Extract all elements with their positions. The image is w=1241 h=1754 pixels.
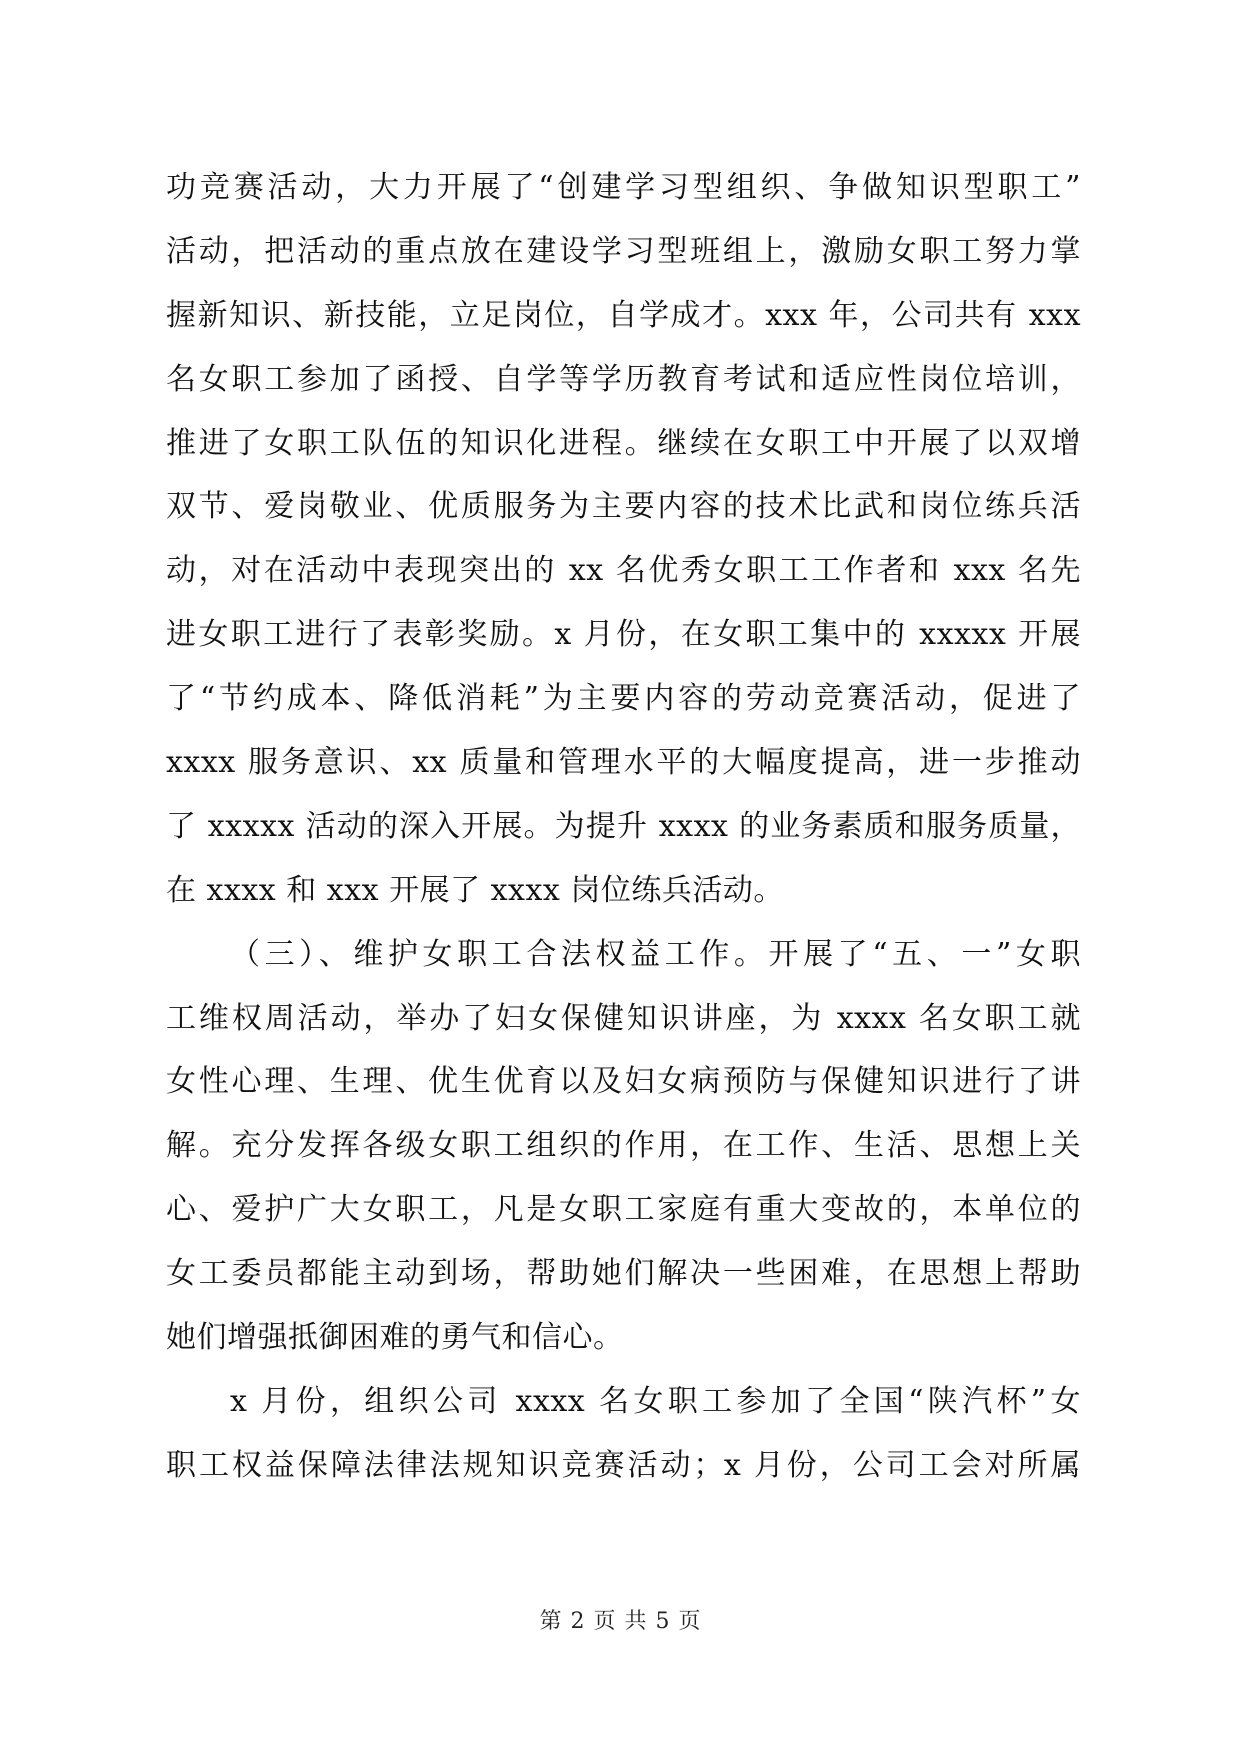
text-line: 心、爱护广大女职工，凡是女职工家庭有重大变故的，本单位的 — [166, 1192, 1081, 1228]
text-line: 工维权周活动，举办了妇女保健知识讲座，为 xxxx 名女职工就 — [166, 1000, 1081, 1036]
text-line: 握新知识、新技能，立足岗位，自学成才。xxx 年，公司共有 xxx — [166, 297, 1081, 333]
text-line: 活动，把活动的重点放在建设学习型班组上，激励女职工努力掌 — [166, 233, 1081, 269]
text-line: 进女职工进行了表彰奖励。x 月份，在女职工集中的 xxxxx 开展 — [166, 617, 1081, 653]
text-line: 功竞赛活动，大力开展了“创建学习型组织、争做知识型职工” — [166, 170, 1081, 205]
text-line: 她们增强抵御困难的勇气和信心。 — [166, 1320, 624, 1356]
text-line: 名女职工参加了函授、自学等学历教育考试和适应性岗位培训， — [166, 361, 1081, 397]
text-line: 在 xxxx 和 xxx 开展了 xxxx 岗位练兵活动。 — [166, 872, 784, 908]
text-line: x 月份，组织公司 xxxx 名女职工参加了全国“陕汽杯”女 — [230, 1383, 1081, 1419]
text-line: 女性心理、生理、优生优育以及妇女病预防与保健知识进行了讲 — [166, 1064, 1081, 1100]
text-line: 双节、爱岗敬业、优质服务为主要内容的技术比武和岗位练兵活 — [166, 489, 1081, 525]
text-line: 动，对在活动中表现突出的 xx 名优秀女职工工作者和 xxx 名先 — [166, 553, 1081, 589]
text-line: 解。充分发挥各级女职工组织的作用，在工作、生活、思想上关 — [166, 1128, 1081, 1164]
text-line: 女工委员都能主动到场，帮助她们解决一些困难，在思想上帮助 — [166, 1256, 1081, 1292]
body-text — [166, 156, 1081, 1498]
text-line: （三）、维护女职工合法权益工作。开展了“五、一”女职 — [230, 936, 1081, 972]
text-line: 推进了女职工队伍的知识化进程。继续在女职工中开展了以双增 — [166, 425, 1081, 461]
page-footer: 第 2 页 共 5 页 — [539, 1609, 702, 1634]
text-line: 职工权益保障法律法规知识竞赛活动；x 月份，公司工会对所属 — [166, 1447, 1081, 1483]
text-line: 了“节约成本、降低消耗”为主要内容的劳动竞赛活动，促进了 — [166, 681, 1081, 717]
text-line: 了 xxxxx 活动的深入开展。为提升 xxxx 的业务素质和服务质量， — [166, 808, 1081, 844]
text-line: xxxx 服务意识、xx 质量和管理水平的大幅度提高，进一步推动 — [166, 745, 1081, 781]
